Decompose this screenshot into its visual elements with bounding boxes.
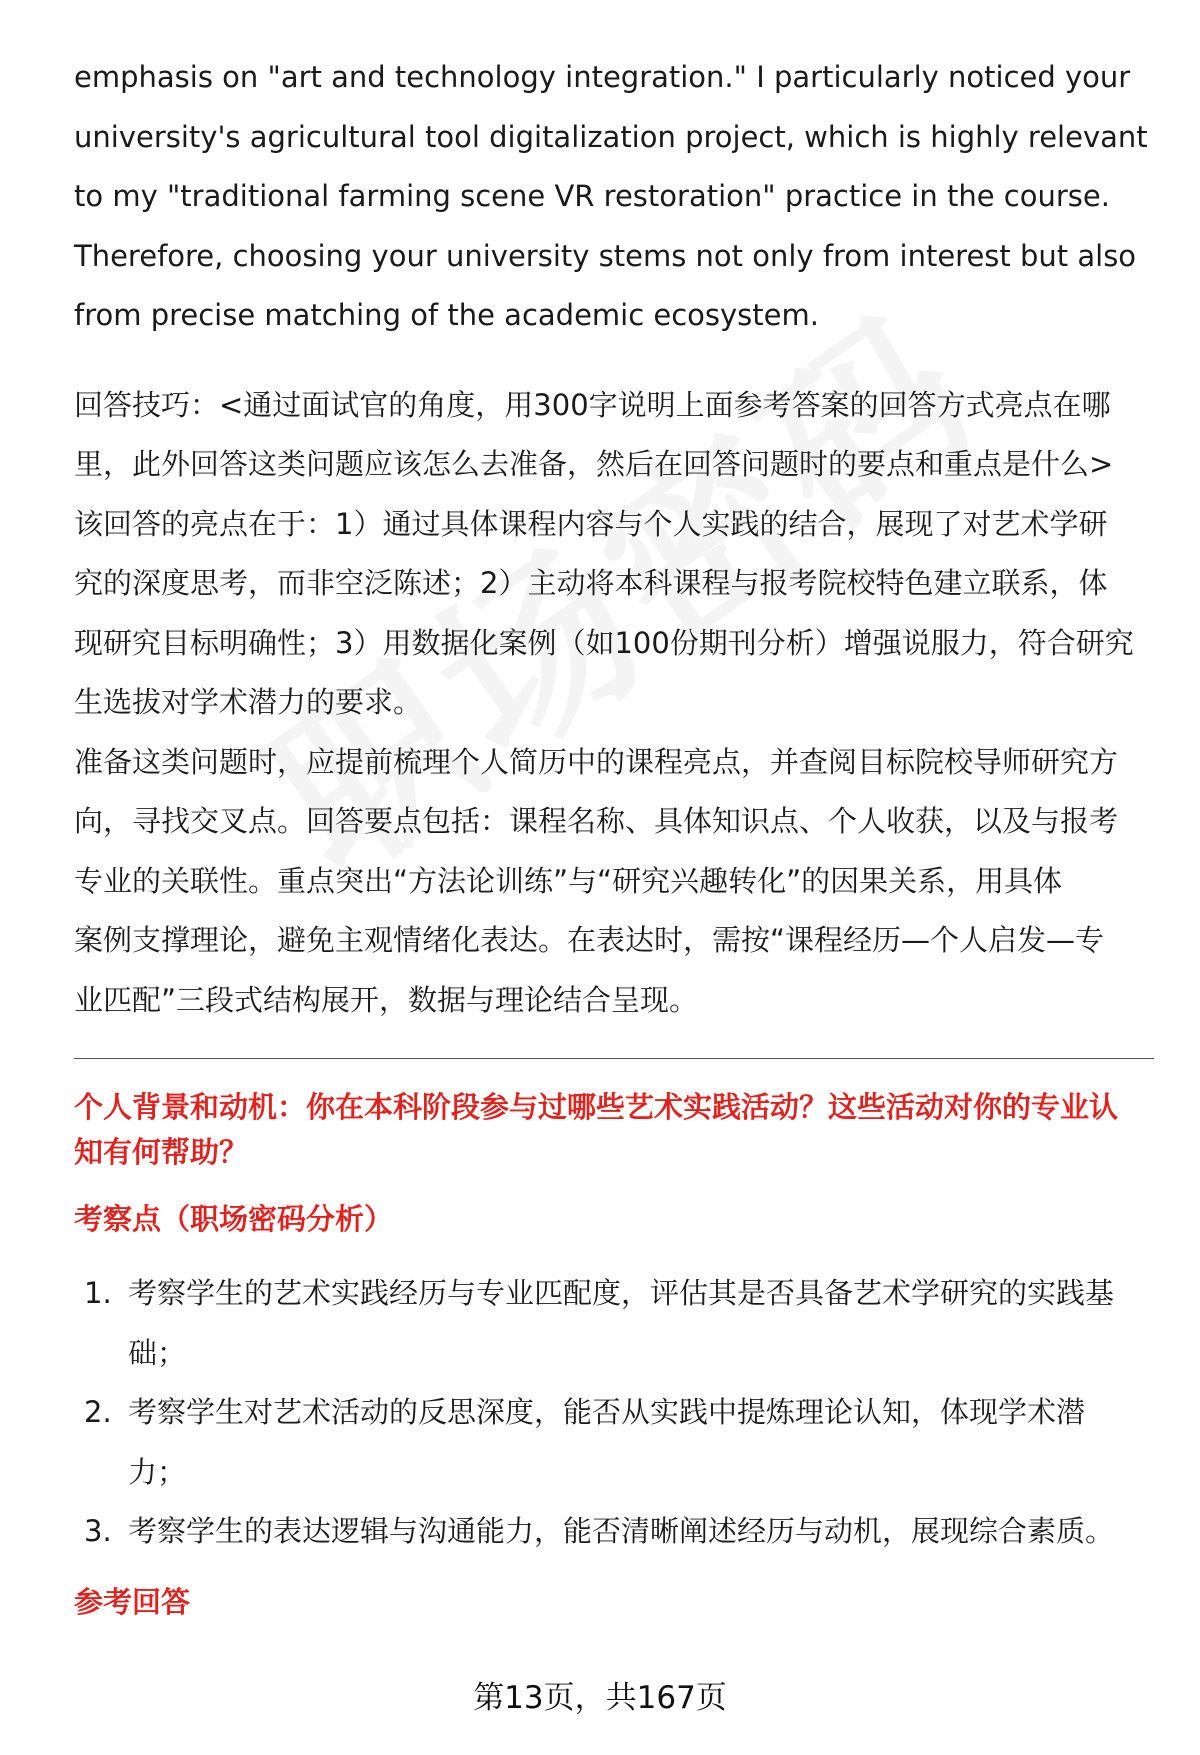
tips-prep-line: 案例支撑理论，避免主观情绪化表达。在表达时，需按“课程经历—个人启发—专 bbox=[74, 923, 1105, 957]
tips-label-line: 回答技巧：<通过面试官的角度，用300字说明上面参考答案的回答方式亮点在哪 bbox=[74, 387, 1111, 422]
question-line: 知有何帮助？ bbox=[74, 1135, 249, 1169]
intro-line: Therefore, choosing your university stems not only from interest but also bbox=[74, 238, 1137, 273]
tips-highlight-line: 现研究目标明确性；3）用数据化案例（如100份期刊分析）增强说服力，符合研究 bbox=[74, 625, 1134, 660]
list-item-line: 考察学生对艺术活动的反思深度，能否从实践中提炼理论认知，体现学术潜 bbox=[128, 1395, 1086, 1429]
list-item bbox=[74, 1383, 1154, 1502]
intro-line: from precise matching of the academic ecosystem. bbox=[74, 298, 819, 332]
list-item-line: 力； bbox=[128, 1454, 187, 1489]
list-item-number: 2. bbox=[84, 1395, 112, 1429]
question-heading bbox=[74, 1085, 1154, 1175]
answer-tips bbox=[74, 376, 1154, 1031]
list-item-line: 考察学生的表达逻辑与沟通能力，能否清晰阐述经历与动机，展现综合素质。 bbox=[128, 1514, 1115, 1548]
intro-line: university's agricultural tool digitalization project, which is highly relevant bbox=[74, 119, 1148, 154]
intro-paragraph bbox=[74, 48, 1154, 346]
intro-line: emphasis on "art and technology integration." I particularly noticed your bbox=[74, 60, 1131, 94]
list-item-number: 3. bbox=[84, 1514, 112, 1548]
list-item-number: 1. bbox=[84, 1276, 112, 1310]
tips-highlight-line: 生选拔对学术潜力的要求。 bbox=[74, 685, 423, 719]
reference-answer-heading: 参考回答 bbox=[74, 1584, 191, 1619]
tips-label-line: 里，此外回答这类问题应该怎么去准备，然后在回答问题时的要点和重点是什么> bbox=[74, 447, 1114, 481]
tips-prep-line: 准备这类问题时，应提前梳理个人简历中的课程亮点，并查阅目标院校导师研究方 bbox=[74, 744, 1119, 779]
list-item bbox=[74, 1502, 1154, 1562]
list-item bbox=[74, 1264, 1154, 1383]
exam-points-list bbox=[74, 1264, 1154, 1562]
tips-highlight-line: 究的深度思考，而非空泛陈述；2）主动将本科课程与报考院校特色建立联系，体 bbox=[74, 566, 1108, 600]
exam-points-heading: 考察点（职场密码分析） bbox=[74, 1202, 394, 1236]
section-divider bbox=[74, 1058, 1154, 1059]
list-item-line: 础； bbox=[128, 1335, 187, 1370]
question-line: 个人背景和动机：你在本科阶段参与过哪些艺术实践活动？这些活动对你的专业认 bbox=[74, 1090, 1119, 1124]
page-number: 第13页，共167页 bbox=[473, 1680, 727, 1716]
tips-prep-line: 专业的关联性。重点突出“方法论训练”与“研究兴趣转化”的因果关系，用具体 bbox=[74, 863, 1063, 898]
tips-highlight-line: 该回答的亮点在于：1）通过具体课程内容与个人实践的结合，展现了对艺术学研 bbox=[74, 506, 1108, 541]
tips-prep-line: 向，寻找交叉点。回答要点包括：课程名称、具体知识点、个人收获，以及与报考 bbox=[74, 804, 1119, 838]
page-content bbox=[74, 48, 1154, 1647]
tips-prep-line: 业匹配”三段式结构展开，数据与理论结合呈现。 bbox=[74, 982, 699, 1017]
list-item-line: 考察学生的艺术实践经历与专业匹配度，评估其是否具备艺术学研究的实践基 bbox=[128, 1276, 1115, 1310]
intro-line: to my "traditional farming scene VR restoration" practice in the course. bbox=[74, 179, 1110, 213]
